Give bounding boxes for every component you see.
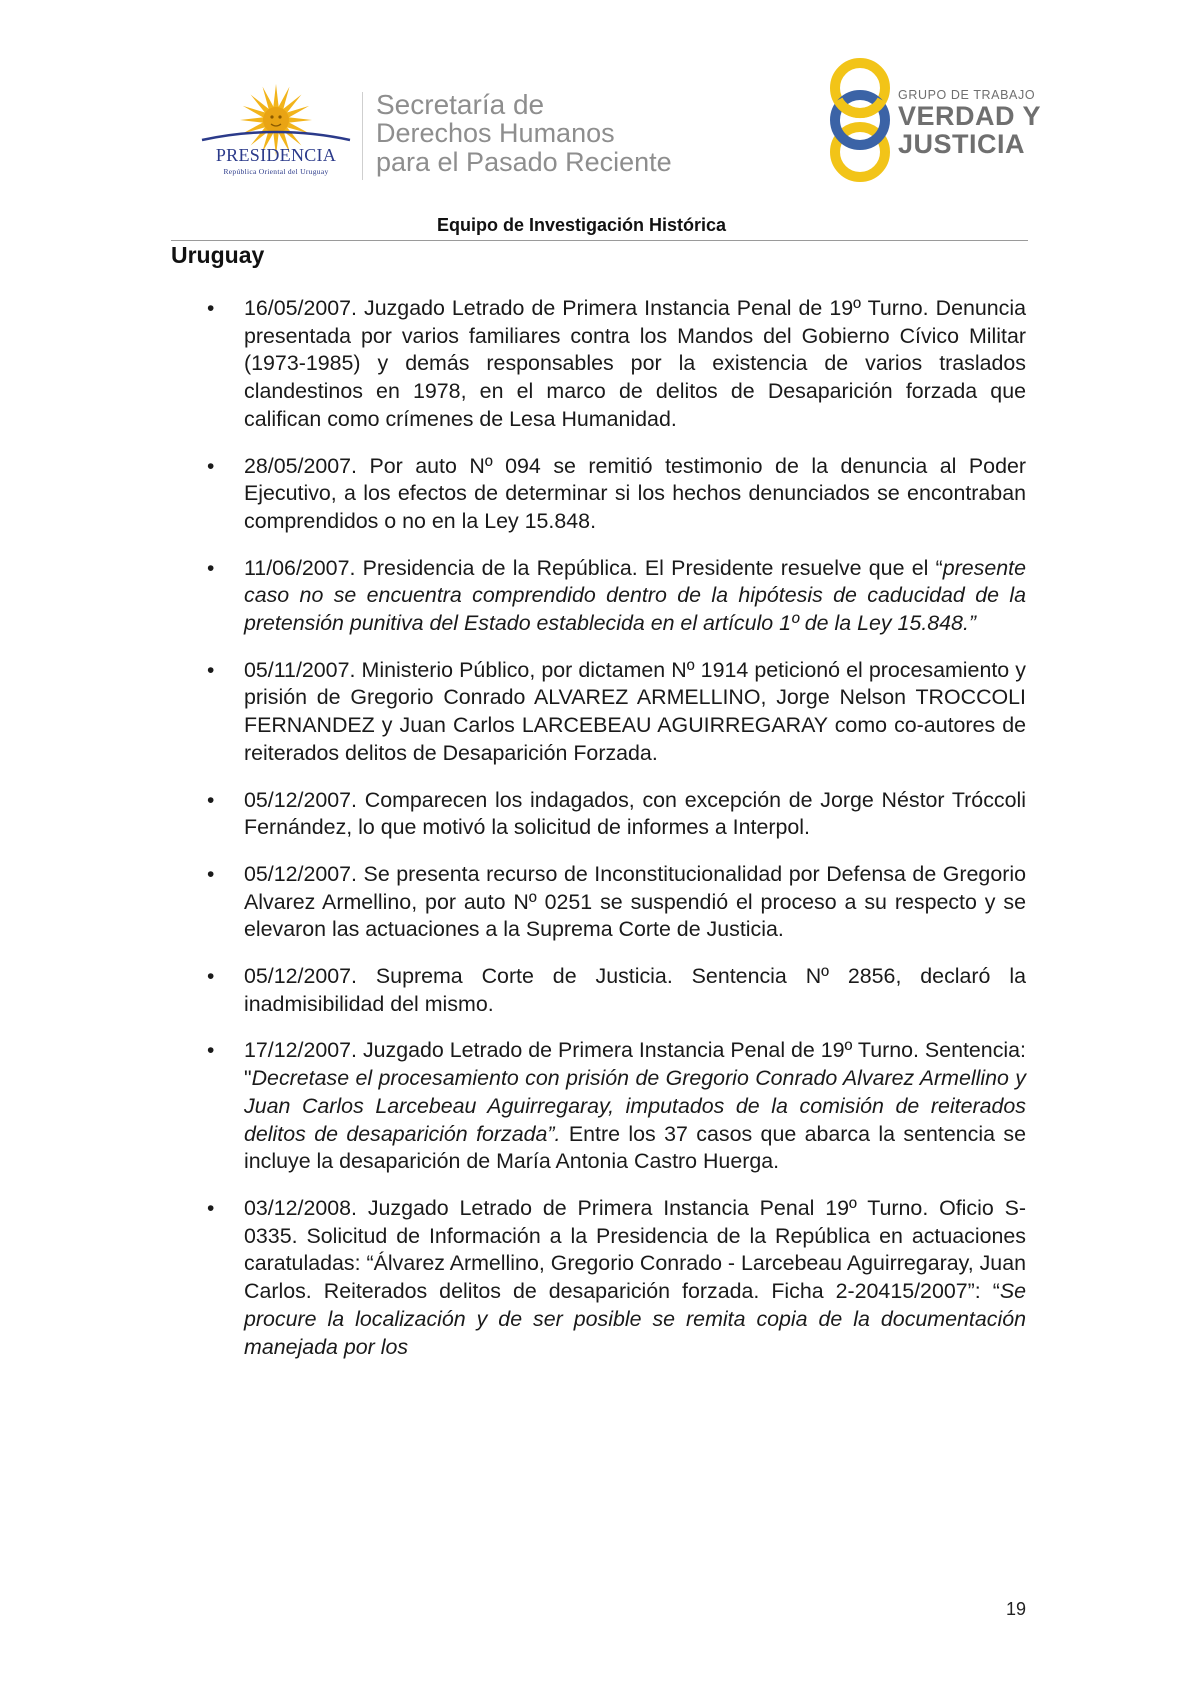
secretaria-line-2: Derechos Humanos xyxy=(376,118,615,148)
presidencia-title: PRESIDENCIA xyxy=(215,145,337,165)
entry-text: 05/12/2007. Comparecen los indagados, con excepción de Jorge Néstor Tróccoli Fernández, lo que motivó la solicitud de informes a Interpol. xyxy=(244,787,1026,840)
secretaria-logo-text xyxy=(376,90,672,177)
bullet-icon: • xyxy=(207,862,215,886)
justicia-label: JUSTICIA xyxy=(898,129,1026,159)
grupo-trabajo-label: GRUPO DE TRABAJO xyxy=(898,88,1036,102)
page-header xyxy=(0,0,1190,220)
page-number: 19 xyxy=(1006,1599,1027,1619)
entry-text: 16/05/2007. Juzgado Letrado de Primera Instancia Penal de 19º Turno. Denuncia presentada por varios familiares contra los Mandos del Gobierno Cívico Militar (1973-1985) y demás responsables por la existencia de varios traslados clandestinos en 1978, en el marco de delitos de Desaparición forzada que califican como crímenes de Lesa Humanidad. xyxy=(244,296,1026,431)
entry-text: 17/12/2007. Juzgado Letrado de Primera Instancia Penal de 19º Turno. Sentencia: " xyxy=(244,1038,1026,1091)
secretaria-line-3: para el Pasado Reciente xyxy=(376,147,672,177)
header-divider xyxy=(362,92,363,180)
bullet-icon: • xyxy=(207,454,215,478)
bullet-icon: • xyxy=(207,297,215,320)
entry-quote: Se procure la localización y de ser posible se remita copia de la documentación manejada por los xyxy=(244,1279,1026,1359)
entry-text: Entre los 37 casos que abarca la sentencia se incluye la desaparición de María Antonia Castro Huerga. xyxy=(244,1121,1026,1174)
verdad-justicia-rings-logo xyxy=(820,55,900,185)
verdad-justicia-text xyxy=(898,88,1041,158)
entry-quote: Decretase el procesamiento con prisión de Gregorio Conrado Alvarez Armellino y Juan Carlos Larcebeau Aguirregaray, imputados de la comisión de reiterados delitos de desaparición forzada”. xyxy=(244,1066,1026,1146)
bullet-icon: • xyxy=(207,965,215,989)
team-title: Equipo de Investigación Histórica xyxy=(437,215,727,235)
list-item xyxy=(207,963,1026,1018)
chronology-list xyxy=(207,295,1026,1380)
bullet-icon: • xyxy=(207,658,215,682)
list-item xyxy=(207,861,1026,944)
country-heading: Uruguay xyxy=(171,242,265,268)
entry-text: 05/12/2007. Suprema Corte de Justicia. Sentencia Nº 2856, declaró la inadmisibilidad del mismo. xyxy=(244,964,1026,1016)
list-item xyxy=(207,1195,1026,1361)
entry-text: 05/11/2007. Ministerio Público, por dictamen Nº 1914 peticionó el procesamiento y prisión de Gregorio Conrado ALVAREZ ARMELLINO, Jorge Nelson TROCCOLI FERNANDEZ y Juan Carlos LARCEBEAU AGUIRREGARAY como co-autores de reiterados delitos de Desaparición Forzada. xyxy=(244,657,1026,765)
presidencia-subtitle: República Oriental del Uruguay xyxy=(223,167,329,176)
list-item xyxy=(207,1037,1026,1176)
bullet-icon: • xyxy=(207,788,215,812)
entry-text: 05/12/2007. Se presenta recurso de Inconstitucionalidad por Defensa de Gregorio Alvarez Armellino, por auto Nº 0251 se suspendió el proceso a su respecto y se elevaron las actuaciones a la Suprema Corte de Justicia. xyxy=(244,861,1026,942)
verdad-label: VERDAD Y xyxy=(898,101,1042,131)
list-item xyxy=(207,555,1026,638)
entry-quote: presente caso no se encuentra comprendido dentro de la hipótesis de caducidad de la pretensión punitiva del Estado establecida en el artículo 1º de la Ley 15.848.” xyxy=(244,555,1026,636)
list-item xyxy=(207,295,1026,434)
bullet-icon: • xyxy=(207,1039,215,1063)
bullet-icon: • xyxy=(207,1196,215,1220)
header-rule xyxy=(171,240,1028,241)
secretaria-line-1: Secretaría de xyxy=(376,89,545,120)
entry-text: 03/12/2008. Juzgado Letrado de Primera Instancia Penal 19º Turno. Oficio S-0335. Solicitud de Información a la Presidencia de la República en actuaciones caratuladas: “Álvarez Armellino, Gregorio Conrado - Larcebeau Aguirregaray, Juan Carlos. Reiterados delitos de desaparición forzada. Ficha 2-20415/2007”: “ xyxy=(244,1195,1026,1304)
bullet-icon: • xyxy=(207,556,215,580)
list-item xyxy=(207,453,1026,536)
list-item xyxy=(207,657,1026,768)
entry-text: 11/06/2007. Presidencia de la República. El Presidente resuelve que el “ xyxy=(244,555,943,580)
entry-text: 28/05/2007. Por auto Nº 094 se remitió testimonio de la denuncia al Poder Ejecutivo, a los efectos de determinar si los hechos denunciados se encontraban comprendidos o no en la Ley 15.848. xyxy=(244,453,1026,533)
list-item xyxy=(207,787,1026,842)
